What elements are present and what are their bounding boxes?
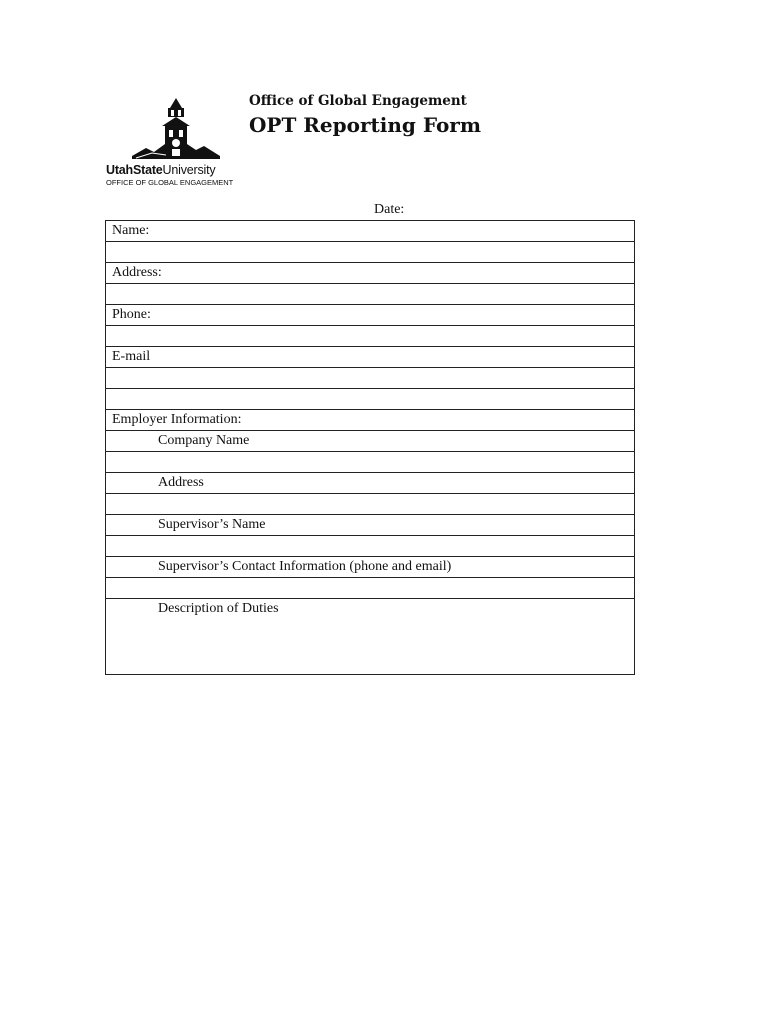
supervisor-contact-entry-row[interactable] — [106, 578, 634, 599]
phone-label: Phone: — [112, 307, 151, 322]
employer-information-label: Employer Information: — [112, 412, 242, 427]
office-heading: Office of Global Engagement — [249, 93, 467, 109]
name-row[interactable] — [106, 221, 634, 242]
logo-office-name: OFFICE OF GLOBAL ENGAGEMENT — [106, 178, 234, 187]
company-name-label: Company Name — [158, 433, 250, 448]
email-entry-row[interactable] — [106, 368, 634, 389]
address-label: Address: — [112, 265, 162, 280]
company-address-entry-row[interactable] — [106, 494, 634, 515]
opt-reporting-form-table — [105, 220, 635, 675]
company-name-row[interactable] — [106, 431, 634, 452]
blank-row[interactable] — [106, 389, 634, 410]
email-row[interactable] — [106, 347, 634, 368]
supervisor-name-label: Supervisor’s Name — [158, 517, 266, 532]
company-name-entry-row[interactable] — [106, 452, 634, 473]
description-of-duties-label: Description of Duties — [158, 601, 279, 616]
date-label: Date: — [374, 202, 405, 217]
phone-entry-row[interactable] — [106, 326, 634, 347]
address-entry-row[interactable] — [106, 284, 634, 305]
employer-information-row — [106, 410, 634, 431]
address-row[interactable] — [106, 263, 634, 284]
logo-university-name: UtahStateUniversity — [106, 163, 216, 177]
page-title: OPT Reporting Form — [249, 113, 481, 137]
supervisor-name-entry-row[interactable] — [106, 536, 634, 557]
old-main-tower-icon — [132, 98, 220, 164]
supervisor-name-row[interactable] — [106, 515, 634, 536]
company-address-row[interactable] — [106, 473, 634, 494]
university-logo — [104, 98, 244, 190]
supervisor-contact-row[interactable] — [106, 557, 634, 578]
company-address-label: Address — [158, 475, 204, 490]
supervisor-contact-label: Supervisor’s Contact Information (phone and email) — [158, 559, 452, 574]
email-label: E-mail — [112, 349, 151, 364]
name-entry-row[interactable] — [106, 242, 634, 263]
description-of-duties-row[interactable] — [106, 599, 634, 674]
phone-row[interactable] — [106, 305, 634, 326]
name-label: Name: — [112, 223, 150, 238]
